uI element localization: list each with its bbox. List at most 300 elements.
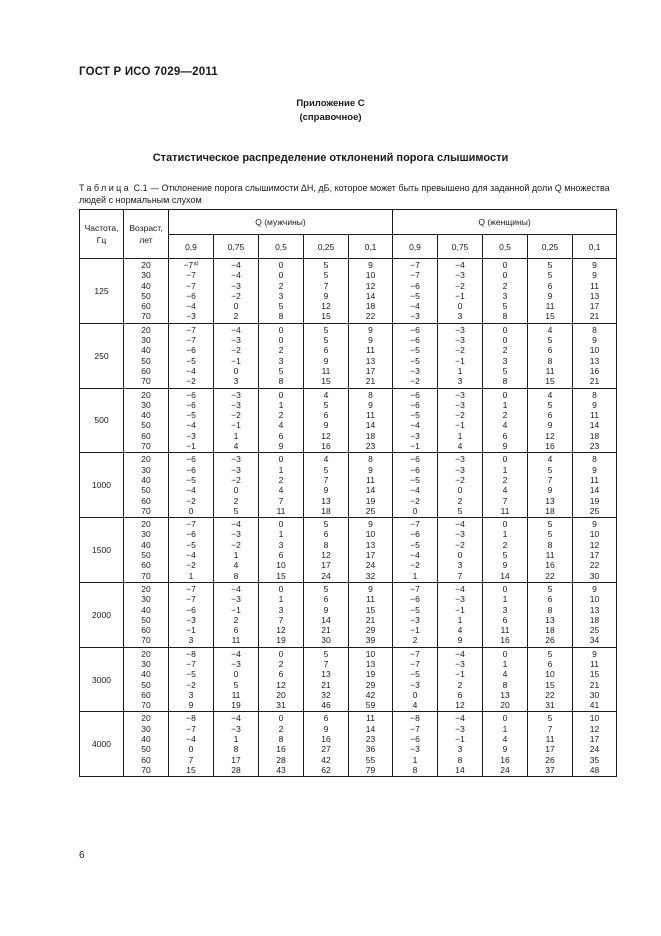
threshold-value [169, 376, 213, 386]
threshold-value [349, 485, 392, 495]
threshold-number: 7 [278, 495, 284, 506]
threshold-number: 34 [589, 635, 600, 646]
value-cell-men [169, 388, 214, 453]
threshold-number: 1 [502, 529, 508, 540]
threshold-value [438, 325, 482, 335]
threshold-number: 0 [233, 485, 239, 496]
threshold-number: 1 [412, 754, 418, 765]
threshold-number: −6 [186, 464, 196, 475]
value-cell-women [483, 582, 528, 647]
threshold-number: 9 [368, 464, 373, 475]
threshold-value [349, 475, 392, 485]
header-q-men: 0,5 [259, 235, 304, 259]
threshold-number: 0 [278, 324, 284, 335]
threshold-number: 14 [500, 570, 510, 581]
threshold-number: −1 [455, 355, 465, 366]
threshold-value [259, 496, 303, 506]
threshold-number: 8 [502, 376, 508, 387]
threshold-value [393, 734, 437, 744]
threshold-number: −3 [231, 723, 241, 734]
threshold-value [528, 744, 572, 754]
threshold-value [214, 506, 258, 516]
threshold-value [259, 335, 303, 345]
threshold-value [528, 649, 572, 659]
threshold-value [169, 755, 213, 765]
value-cell-women [393, 388, 438, 453]
threshold-value [259, 700, 303, 710]
threshold-value [259, 325, 303, 335]
threshold-number: 8 [502, 679, 508, 690]
threshold-number: 1 [457, 430, 463, 441]
threshold-number: 8 [592, 389, 597, 400]
threshold-value [304, 390, 348, 400]
threshold-number: 3 [457, 744, 463, 755]
threshold-number: 9 [592, 583, 597, 594]
threshold-number: 11 [366, 594, 375, 605]
threshold-number: 0 [502, 270, 508, 281]
threshold-number: −3 [455, 389, 465, 400]
frequency-cell: 4000 [80, 712, 124, 777]
threshold-value [349, 560, 392, 570]
threshold-number: 11 [366, 410, 375, 421]
age-cell [124, 323, 169, 388]
threshold-value [438, 366, 482, 376]
threshold-value [304, 690, 348, 700]
threshold-value [438, 659, 482, 669]
threshold-value [573, 496, 616, 506]
threshold-number: −3 [410, 430, 420, 441]
threshold-value [304, 659, 348, 669]
threshold-number: 19 [231, 700, 241, 711]
threshold-number: −2 [231, 345, 241, 356]
threshold-number: 2 [457, 679, 463, 690]
threshold-value [349, 690, 392, 700]
threshold-number: 1 [233, 550, 239, 561]
threshold-value [393, 390, 437, 400]
threshold-value [573, 635, 616, 645]
threshold-number: 1 [457, 365, 463, 376]
threshold-value [259, 594, 303, 604]
frequency-cell: 1500 [80, 518, 124, 583]
threshold-number: −6 [410, 464, 420, 475]
threshold-number: 4 [502, 669, 508, 680]
threshold-value [304, 571, 348, 581]
threshold-number: −3 [231, 594, 241, 605]
threshold-value [573, 291, 616, 301]
threshold-value [528, 615, 572, 625]
threshold-value [528, 659, 572, 669]
threshold-number: 8 [547, 539, 553, 550]
threshold-number: 12 [589, 539, 600, 550]
value-cell-men [259, 582, 304, 647]
threshold-value [438, 335, 482, 345]
threshold-value [214, 311, 258, 321]
threshold-number: 3 [502, 604, 508, 615]
threshold-number: −3 [410, 311, 420, 322]
threshold-number: 1 [502, 723, 508, 734]
threshold-value [528, 519, 572, 529]
threshold-number: 8 [278, 734, 284, 745]
threshold-number: −2 [410, 560, 420, 571]
threshold-value [483, 441, 527, 451]
threshold-value [169, 529, 213, 539]
threshold-value [259, 734, 303, 744]
threshold-number: 30 [321, 635, 331, 646]
threshold-value [259, 755, 303, 765]
threshold-number: 22 [545, 570, 555, 581]
threshold-value [528, 669, 572, 679]
threshold-number: 15 [545, 679, 555, 690]
threshold-value [214, 465, 258, 475]
threshold-number: −2 [455, 280, 465, 291]
threshold-number: −5 [410, 669, 420, 680]
age-cell [124, 453, 169, 518]
threshold-value [573, 345, 616, 355]
threshold-number: 0 [278, 519, 284, 530]
age-value: 40 [141, 410, 151, 421]
value-cell-women [528, 712, 573, 777]
threshold-value [528, 260, 572, 270]
threshold-number: −4 [455, 713, 465, 724]
threshold-value [438, 496, 482, 506]
threshold-value [304, 713, 348, 723]
threshold-number: 8 [592, 454, 597, 465]
threshold-number: 6 [457, 689, 463, 700]
threshold-number: 5 [547, 270, 553, 281]
threshold-number: 20 [276, 689, 286, 700]
threshold-number: 8 [368, 389, 373, 400]
threshold-value [438, 400, 482, 410]
threshold-number: −6 [410, 280, 420, 291]
threshold-value [573, 529, 616, 539]
threshold-value [349, 506, 392, 516]
threshold-number: 30 [589, 570, 600, 581]
threshold-number: −3 [455, 723, 465, 734]
threshold-value [349, 410, 392, 420]
value-cell-men [304, 712, 349, 777]
threshold-value [573, 550, 616, 560]
threshold-number: 5 [547, 399, 553, 410]
threshold-value [528, 680, 572, 690]
value-cell-women [393, 259, 438, 324]
threshold-value [483, 584, 527, 594]
threshold-value [169, 441, 213, 451]
threshold-number: 16 [276, 744, 286, 755]
threshold-value [349, 540, 392, 550]
threshold-number: 4 [502, 420, 508, 431]
threshold-number: 22 [545, 689, 555, 700]
threshold-value [259, 649, 303, 659]
threshold-value [393, 345, 437, 355]
threshold-value [393, 540, 437, 550]
threshold-number: 1 [278, 399, 284, 410]
age-value: 50 [141, 420, 151, 431]
threshold-number: 5 [323, 583, 329, 594]
threshold-value [438, 376, 482, 386]
header-q-men: 0,1 [349, 235, 393, 259]
threshold-value [349, 441, 392, 451]
threshold-value [438, 390, 482, 400]
threshold-value [259, 765, 303, 775]
threshold-number: −3 [410, 679, 420, 690]
threshold-value [483, 734, 527, 744]
threshold-value [528, 594, 572, 604]
threshold-number: 5 [323, 260, 329, 270]
caption-number: С.1 [133, 183, 148, 193]
threshold-number: 0 [502, 583, 508, 594]
age-cell [124, 712, 169, 777]
threshold-number: 2 [278, 410, 284, 421]
threshold-number: 11 [545, 365, 555, 376]
threshold-number: −4 [186, 365, 196, 376]
threshold-value [528, 420, 572, 430]
threshold-value [573, 465, 616, 475]
threshold-value [214, 659, 258, 669]
threshold-value [483, 376, 527, 386]
threshold-number: 1 [412, 570, 418, 581]
page-number: 6 [79, 850, 85, 861]
threshold-number: 5 [323, 648, 329, 659]
threshold-value [573, 454, 616, 464]
age-cell [124, 388, 169, 453]
threshold-number: −2 [231, 410, 241, 421]
threshold-number: 9 [188, 700, 194, 711]
threshold-number: 11 [231, 635, 241, 646]
threshold-number: 8 [368, 454, 373, 465]
threshold-value [573, 625, 616, 635]
value-cell-women [528, 388, 573, 453]
threshold-number: 9 [323, 355, 329, 366]
threshold-value [349, 615, 392, 625]
value-cell-men [304, 582, 349, 647]
threshold-number: 6 [278, 550, 284, 561]
threshold-value [393, 669, 437, 679]
value-cell-women [393, 647, 438, 712]
threshold-value [214, 475, 258, 485]
threshold-value [304, 291, 348, 301]
value-cell-women [528, 453, 573, 518]
threshold-number: 0 [502, 260, 508, 270]
threshold-number: 0 [412, 505, 418, 516]
threshold-number: 14 [365, 723, 376, 734]
threshold-value [573, 540, 616, 550]
value-cell-men [169, 582, 214, 647]
value-cell-women [573, 323, 617, 388]
threshold-number: 1 [502, 399, 508, 410]
threshold-value [259, 659, 303, 669]
age-value: 40 [141, 280, 151, 291]
threshold-value [573, 506, 616, 516]
threshold-value [528, 724, 572, 734]
threshold-number: 12 [276, 679, 286, 690]
threshold-number: −3 [231, 658, 241, 669]
age-value: 50 [141, 355, 151, 366]
frequency-cell: 125 [80, 259, 124, 324]
threshold-value [349, 366, 392, 376]
threshold-number: 11 [500, 625, 510, 636]
threshold-number: 2 [278, 345, 284, 356]
value-cell-men [214, 582, 259, 647]
threshold-number: −1 [455, 604, 465, 615]
threshold-number: 29 [365, 625, 376, 636]
threshold-value [393, 281, 437, 291]
threshold-number: 0 [502, 335, 508, 346]
threshold-number: 5 [323, 464, 329, 475]
threshold-number: −6 [410, 454, 420, 465]
threshold-number: −3 [455, 454, 465, 465]
threshold-number: 2 [412, 635, 418, 646]
threshold-value [438, 635, 482, 645]
threshold-value [259, 376, 303, 386]
value-cell-men [259, 323, 304, 388]
threshold-value [483, 270, 527, 280]
threshold-number: 2 [502, 280, 508, 291]
threshold-number: 8 [278, 376, 284, 387]
threshold-value [528, 550, 572, 560]
threshold-value [528, 431, 572, 441]
threshold-number: −7 [410, 658, 420, 669]
threshold-value [349, 465, 392, 475]
value-cell-men [214, 647, 259, 712]
threshold-number: −7 [410, 260, 420, 270]
threshold-number: 2 [278, 658, 284, 669]
threshold-number: 5 [502, 365, 508, 376]
threshold-value [573, 376, 616, 386]
threshold-value [214, 724, 258, 734]
threshold-value [573, 281, 616, 291]
threshold-number: 32 [365, 570, 376, 581]
threshold-value [483, 311, 527, 321]
value-cell-women [438, 712, 483, 777]
threshold-number: −3 [455, 529, 465, 540]
age-value: 30 [141, 529, 151, 540]
threshold-value [304, 335, 348, 345]
threshold-value [393, 724, 437, 734]
threshold-value [483, 529, 527, 539]
threshold-number: −4 [186, 550, 196, 561]
threshold-value [169, 485, 213, 495]
caption-text: — Отклонение порога слышимости ΔH, дБ, которое может быть превышено для заданной доли Q множества людей с нормальным слухом [79, 183, 610, 205]
threshold-number: 8 [233, 570, 239, 581]
header-q-women: 0,25 [528, 235, 573, 259]
header-q-women: 0,75 [438, 235, 483, 259]
threshold-value [349, 659, 392, 669]
threshold-value [573, 390, 616, 400]
threshold-value [259, 571, 303, 581]
threshold-number: 6 [323, 410, 329, 421]
threshold-value [573, 325, 616, 335]
threshold-number: 0 [502, 389, 508, 400]
threshold-number: −2 [455, 474, 465, 485]
threshold-number: 4 [547, 389, 553, 400]
threshold-value [214, 765, 258, 775]
threshold-value [528, 584, 572, 594]
value-cell-women [393, 453, 438, 518]
threshold-number: 9 [502, 441, 508, 452]
table-row [80, 647, 617, 712]
threshold-number: 3 [457, 376, 463, 387]
threshold-number: 5 [457, 505, 463, 516]
frequency-cell: 500 [80, 388, 124, 453]
caption-label: Таблица [79, 183, 132, 193]
threshold-value [349, 669, 392, 679]
threshold-number: 21 [589, 311, 600, 322]
threshold-value [573, 260, 616, 270]
threshold-number: −2 [410, 376, 420, 387]
threshold-number: −3 [455, 594, 465, 605]
age-value: 60 [141, 365, 151, 376]
threshold-value [214, 325, 258, 335]
threshold-value [259, 390, 303, 400]
threshold-value [169, 356, 213, 366]
threshold-number: −8 [186, 648, 196, 659]
age-value: 40 [141, 669, 151, 680]
threshold-number: −6 [186, 454, 196, 465]
age-value: 20 [141, 454, 151, 465]
value-cell-women [573, 518, 617, 583]
threshold-number: −3 [231, 399, 241, 410]
threshold-number: 5 [233, 505, 239, 516]
threshold-value [349, 605, 392, 615]
threshold-value [349, 734, 392, 744]
threshold-number: 18 [545, 505, 555, 516]
threshold-number: 24 [589, 744, 600, 755]
threshold-value [169, 410, 213, 420]
threshold-number: 5 [323, 270, 329, 281]
age-value: 70 [141, 376, 151, 387]
threshold-value [483, 605, 527, 615]
value-cell-women [573, 582, 617, 647]
threshold-value [214, 356, 258, 366]
threshold-number: 11 [321, 365, 331, 376]
threshold-number: −3 [186, 311, 196, 322]
threshold-value [304, 680, 348, 690]
threshold-number: 18 [589, 614, 600, 625]
threshold-number: 23 [589, 441, 600, 452]
threshold-number: 14 [455, 764, 465, 775]
threshold-value [259, 420, 303, 430]
threshold-value [304, 496, 348, 506]
threshold-value [573, 755, 616, 765]
threshold-number: −7 [186, 335, 196, 346]
threshold-number: 19 [365, 669, 376, 680]
threshold-number: 1 [233, 430, 239, 441]
threshold-value [304, 765, 348, 775]
threshold-number: 39 [365, 635, 376, 646]
threshold-number: 1 [278, 529, 284, 540]
value-cell-women [483, 647, 528, 712]
threshold-value [393, 454, 437, 464]
age-value: 20 [141, 583, 151, 594]
table-row [80, 712, 617, 777]
threshold-value [214, 519, 258, 529]
threshold-value [438, 540, 482, 550]
threshold-value [393, 301, 437, 311]
threshold-value [438, 410, 482, 420]
threshold-value [528, 560, 572, 570]
page-title: Статистическое распределение отклонений порога слышимости [152, 152, 509, 164]
threshold-number: 6 [323, 529, 329, 540]
threshold-number: 12 [321, 301, 331, 312]
value-cell-men [169, 647, 214, 712]
threshold-number: 2 [278, 280, 284, 291]
threshold-number: −2 [455, 539, 465, 550]
threshold-value [528, 475, 572, 485]
value-cell-women [573, 259, 617, 324]
threshold-value [304, 550, 348, 560]
threshold-number: 23 [365, 734, 376, 745]
threshold-number: 0 [278, 583, 284, 594]
